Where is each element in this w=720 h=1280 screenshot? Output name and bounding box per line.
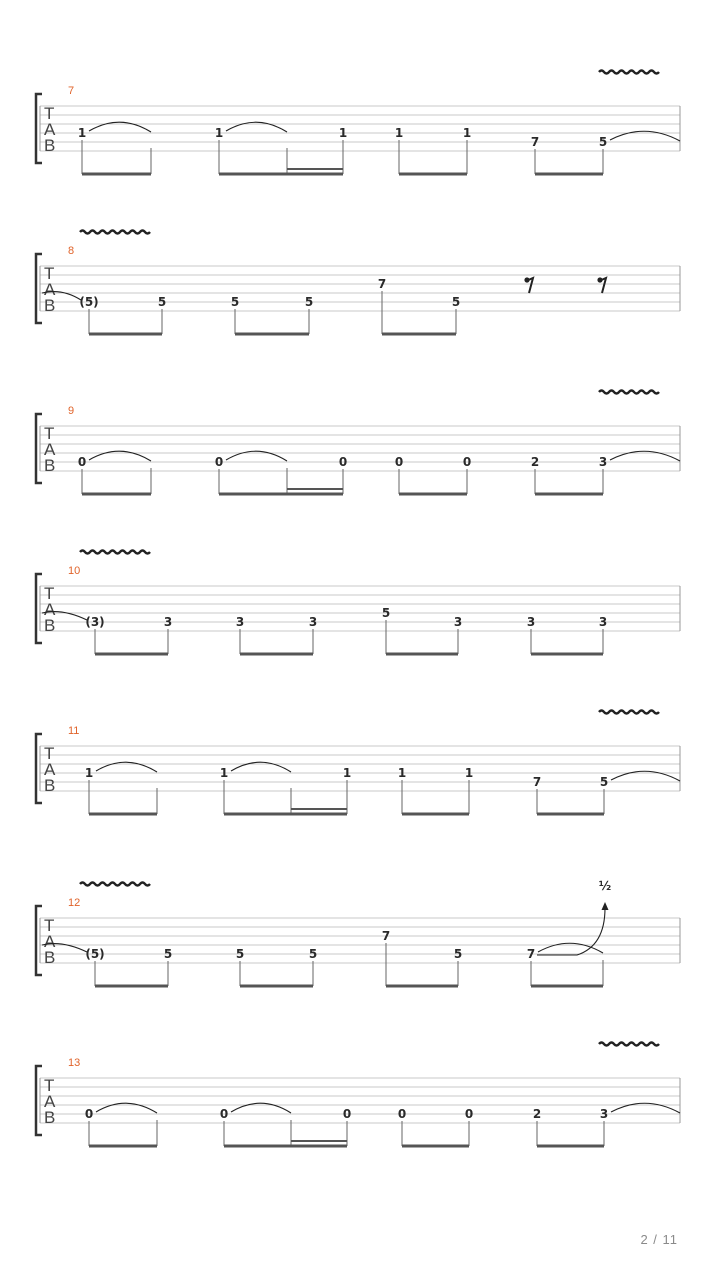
measure-number: 8 — [68, 245, 75, 257]
measure-number: 10 — [68, 565, 81, 577]
tab-clef-letter: T — [44, 264, 55, 283]
fret-number: 5 — [308, 947, 318, 961]
system-bracket — [36, 254, 42, 323]
fret-number: 0 — [462, 455, 472, 469]
fret-number: 0 — [214, 455, 224, 469]
fret-number: 1 — [84, 766, 94, 780]
tab-clef-letter: T — [44, 1076, 55, 1095]
measure-number: 12 — [68, 897, 81, 909]
fret-number: 0 — [464, 1107, 474, 1121]
fret-number: 5 — [235, 947, 245, 961]
system-bracket — [36, 94, 42, 163]
eighth-rest — [599, 278, 606, 293]
system-bracket — [36, 1066, 42, 1135]
fret-number: 1 — [397, 766, 407, 780]
fret-number: 0 — [394, 455, 404, 469]
tab-clef-letter: T — [44, 744, 55, 763]
system-bracket — [36, 414, 42, 483]
fret-number: 5 — [230, 295, 240, 309]
tab-clef-letter: A — [44, 932, 56, 951]
fret-number: 1 — [338, 126, 348, 140]
fret-number: 2 — [530, 455, 540, 469]
tab-clef-letter: B — [44, 948, 56, 967]
fret-number: 5 — [304, 295, 314, 309]
measure-number: 7 — [68, 85, 75, 97]
fret-number: 3 — [598, 455, 608, 469]
tab-clef-letter: A — [44, 760, 56, 779]
vibrato-mark — [599, 71, 659, 74]
fret-number: 1 — [462, 126, 472, 140]
vibrato-mark — [599, 391, 659, 394]
tab-clef-letter: T — [44, 104, 55, 123]
fret-number: 5 — [598, 135, 608, 149]
tab-clef-letter: B — [44, 456, 56, 475]
fret-number: 5 — [381, 606, 391, 620]
fret-number: 1 — [77, 126, 87, 140]
tab-clef-letter: A — [44, 600, 56, 619]
vibrato-mark — [80, 551, 150, 554]
fret-number: 3 — [163, 615, 173, 629]
vibrato-mark — [80, 231, 150, 234]
fret-number: 0 — [342, 1107, 352, 1121]
fret-number: 3 — [599, 1107, 609, 1121]
fret-number: 1 — [464, 766, 474, 780]
fret-number: 7 — [530, 135, 540, 149]
fret-number: 0 — [397, 1107, 407, 1121]
fret-number: 3 — [526, 615, 536, 629]
tab-clef-letter: B — [44, 136, 56, 155]
fret-number: 1 — [214, 126, 224, 140]
measure-number: 13 — [68, 1057, 81, 1069]
bend-arrowhead — [602, 902, 609, 910]
system-bracket — [36, 574, 42, 643]
eighth-rest — [526, 278, 533, 293]
fret-number: (5) — [85, 947, 105, 961]
fret-number: 3 — [598, 615, 608, 629]
tab-clef-letter: A — [44, 1092, 56, 1111]
system-bracket — [36, 906, 42, 975]
tab-clef-letter: T — [44, 916, 55, 935]
tab-clef-letter: A — [44, 280, 56, 299]
fret-number: 1 — [394, 126, 404, 140]
page-number: 2 / 11 — [640, 1232, 678, 1247]
system-bracket — [36, 734, 42, 803]
fret-number: 0 — [84, 1107, 94, 1121]
tab-clef-letter: T — [44, 424, 55, 443]
fret-number: (5) — [79, 295, 99, 309]
fret-number: 0 — [77, 455, 87, 469]
fret-number: 2 — [532, 1107, 542, 1121]
vibrato-mark — [80, 883, 150, 886]
measure-number: 11 — [68, 725, 80, 737]
tab-clef-letter: A — [44, 120, 56, 139]
fret-number: 7 — [526, 947, 536, 961]
vibrato-mark — [599, 1043, 659, 1046]
fret-number: 1 — [342, 766, 352, 780]
fret-number: 3 — [308, 615, 318, 629]
fret-number: 1 — [219, 766, 229, 780]
fret-number: 5 — [451, 295, 461, 309]
fret-number: 5 — [599, 775, 609, 789]
bend-amount: ½ — [598, 879, 612, 893]
fret-number: 7 — [532, 775, 542, 789]
fret-number: 3 — [453, 615, 463, 629]
fret-number: 3 — [235, 615, 245, 629]
fret-number: 0 — [338, 455, 348, 469]
fret-number: 5 — [163, 947, 173, 961]
tab-clef-letter: B — [44, 296, 56, 315]
fret-number: 5 — [453, 947, 463, 961]
measure-number: 9 — [68, 405, 75, 417]
vibrato-mark — [599, 711, 659, 714]
fret-number: 5 — [157, 295, 167, 309]
fret-number: 7 — [377, 277, 387, 291]
tab-clef-letter: B — [44, 1108, 56, 1127]
tab-clef-letter: A — [44, 440, 56, 459]
tab-clef-letter: T — [44, 584, 55, 603]
fret-number: 0 — [219, 1107, 229, 1121]
fret-number: 7 — [381, 929, 391, 943]
fret-number: (3) — [85, 615, 105, 629]
tab-clef-letter: B — [44, 616, 56, 635]
tab-clef-letter: B — [44, 776, 56, 795]
